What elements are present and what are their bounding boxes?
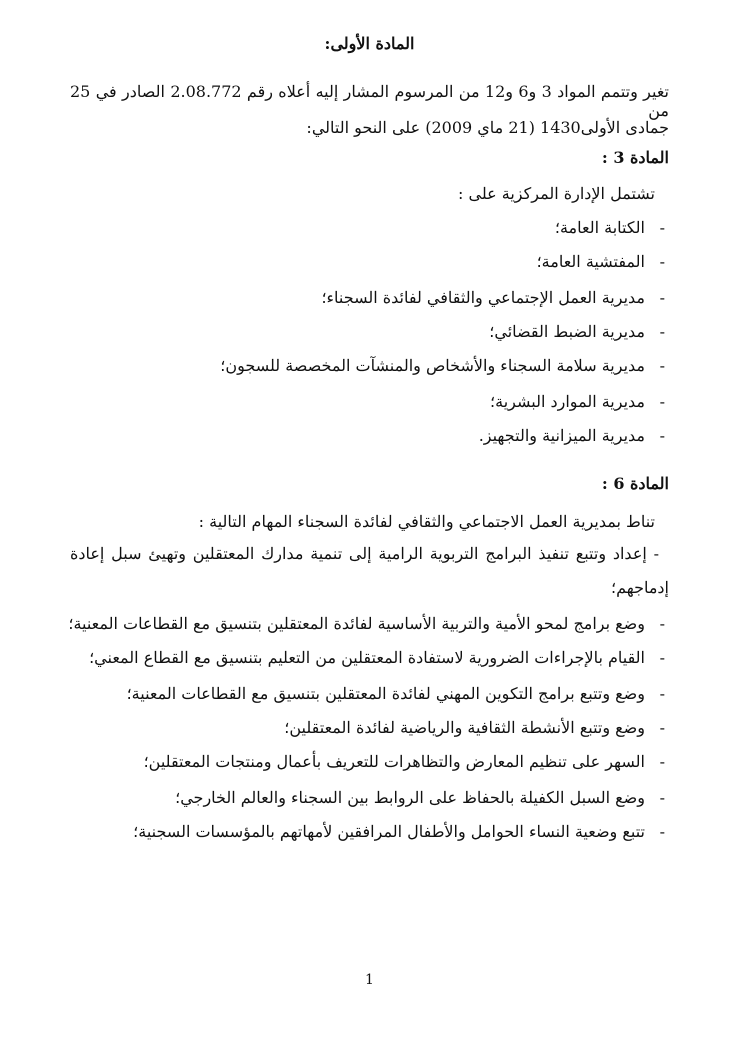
article-6-item	[175, 788, 665, 807]
article-3-item-text: مديرية الموارد البشرية؛	[490, 392, 645, 411]
bullet-dash: -	[659, 218, 665, 237]
bullet-dash: -	[659, 322, 665, 341]
article-6-item-text: وضع وتتبع برامج التكوين المهني لفائدة المعتقلين بتنسيق مع القطاعات المعنية؛	[126, 684, 645, 703]
bullet-dash: -	[659, 614, 665, 633]
article-6-heading: المادة 6 :	[601, 474, 669, 493]
bullet-dash: -	[659, 822, 665, 841]
bullet-dash: -	[659, 288, 665, 307]
article-6-item	[68, 614, 665, 633]
article-6-first-item-line-1: - إعداد وتتبع تنفيذ البرامج التربوية الرامية إلى تنمية مدارك المعتقلين وتهيئ سبل إعادة	[70, 544, 659, 563]
article-3-item-text: مديرية الميزانية والتجهيز.	[478, 426, 645, 445]
intro-line-2: جمادى الأولى1430 (21 ماي 2009) على النحو التالي:	[306, 118, 669, 137]
bullet-dash: -	[659, 426, 665, 445]
bullet-dash: -	[659, 356, 665, 375]
page-number: 1	[365, 972, 374, 988]
bullet-dash: -	[659, 788, 665, 807]
article-6-lead: تناط بمديرية العمل الاجتماعي والثقافي لفائدة السجناء المهام التالية :	[198, 512, 655, 531]
article-3-item	[478, 426, 665, 445]
article-6-item-text: تتبع وضعية النساء الحوامل والأطفال المرافقين لأمهاتهم بالمؤسسات السجنية؛	[133, 822, 645, 841]
article-6-item	[143, 752, 665, 771]
article-6-item-text: وضع وتتبع الأنشطة الثقافية والرياضية لفائدة المعتقلين؛	[284, 718, 645, 737]
bullet-dash: -	[659, 252, 665, 271]
article-3-item-text: المفتشية العامة؛	[536, 252, 645, 271]
article-3-item	[489, 322, 665, 341]
article-3-item	[490, 392, 665, 411]
article-6-item-text: وضع السبل الكفيلة بالحفاظ على الروابط بين السجناء والعالم الخارجي؛	[175, 788, 645, 807]
article-6-item	[284, 718, 665, 737]
article-3-item	[321, 288, 665, 307]
bullet-dash: -	[659, 684, 665, 703]
article-6-item	[133, 822, 665, 841]
article-3-item	[220, 356, 665, 375]
article-3-item	[554, 218, 665, 237]
article-6-item-text: وضع برامج لمحو الأمية والتربية الأساسية لفائدة المعتقلين بتنسيق مع القطاعات المعنية؛	[68, 614, 645, 633]
article-3-item-text: مديرية العمل الإجتماعي والثقافي لفائدة السجناء؛	[321, 288, 645, 307]
article-3-item-text: مديرية سلامة السجناء والأشخاص والمنشآت المخصصة للسجون؛	[220, 356, 645, 375]
article-3-item-text: الكتابة العامة؛	[554, 218, 645, 237]
article-6-item	[89, 648, 665, 667]
intro-line-1: تغير وتتمم المواد 3 و6 و12 من المرسوم المشار إليه أعلاه رقم 2.08.772 الصادر في 25 من	[70, 82, 670, 120]
article-6-item-text: القيام بالإجراءات الضرورية لاستفادة المعتقلين من التعليم بتنسيق مع القطاع المعني؛	[89, 648, 645, 667]
article-6-first-item-line-2: إدماجهم؛	[610, 578, 669, 597]
article-3-item	[536, 252, 665, 271]
article-3-heading: المادة 3 :	[601, 148, 669, 167]
document-title: المادة الأولى:	[324, 34, 415, 53]
bullet-dash: -	[659, 752, 665, 771]
bullet-dash: -	[659, 718, 665, 737]
article-6-item-text: السهر على تنظيم المعارض والتظاهرات للتعريف بأعمال ومنتجات المعتقلين؛	[143, 752, 645, 771]
article-3-item-text: مديرية الضبط القضائي؛	[489, 322, 645, 341]
bullet-dash: -	[659, 392, 665, 411]
bullet-dash: -	[659, 648, 665, 667]
article-3-lead: تشتمل الإدارة المركزية على :	[458, 184, 655, 203]
article-6-item	[126, 684, 665, 703]
